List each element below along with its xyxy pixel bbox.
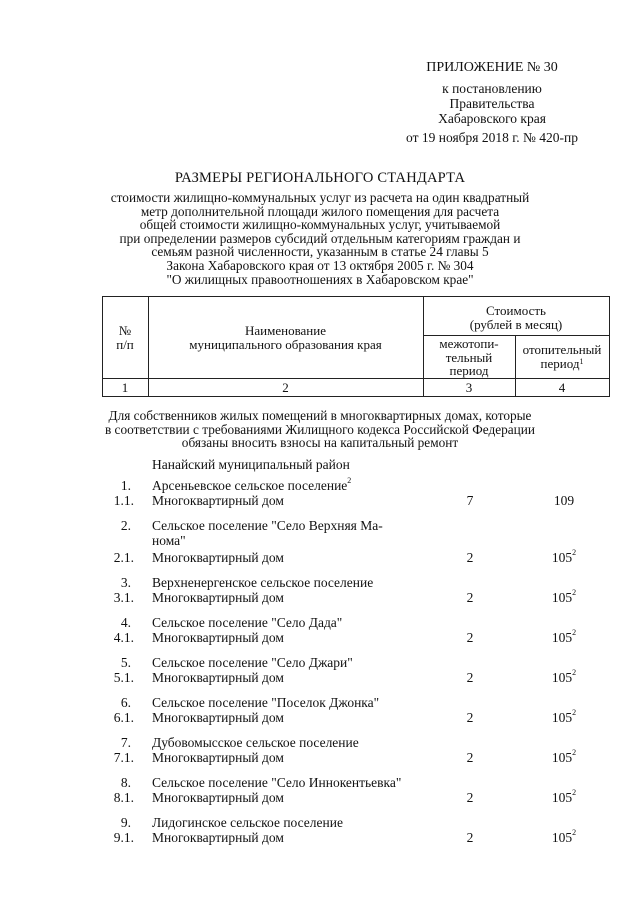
- row-number: 5.: [120, 655, 131, 670]
- value-heating-text: 105: [551, 630, 573, 645]
- appendix-date: от 19 ноября 2018 г. № 420-пр: [406, 130, 578, 145]
- row-name: [152, 775, 401, 791]
- value-interheating: 2: [466, 670, 474, 685]
- row-number: 8.: [120, 775, 131, 790]
- footnote-mark: 2: [572, 548, 577, 557]
- header-name-line: муниципального образования края: [189, 336, 382, 352]
- row-name: [152, 790, 284, 806]
- row-name-text: Арсеньевское сельское поселение: [152, 478, 348, 493]
- row-name-text: Дубовомысское сельское поселение: [152, 735, 359, 750]
- footnote-mark: 1: [579, 356, 584, 366]
- row-name: [152, 750, 284, 766]
- value-heating: [528, 790, 600, 806]
- footnote-mark: 2: [572, 628, 577, 637]
- section-note-line: в соответствии с требованиями Жилищного кодекса Российской Федерации: [104, 421, 536, 437]
- row-name-text: Многоквартирный дом: [152, 630, 284, 645]
- value-heating: [528, 630, 600, 646]
- footnote-mark: 2: [572, 668, 577, 677]
- value-interheating: 2: [466, 790, 474, 805]
- row-name-text: Сельское поселение "Село Дада": [152, 615, 343, 630]
- table-border-top: [102, 296, 610, 297]
- value-interheating: 7: [466, 493, 474, 508]
- row-number: 3.1.: [113, 590, 134, 605]
- value-heating: [528, 750, 600, 766]
- row-number: 3.: [120, 575, 131, 590]
- col-number: 4: [558, 380, 566, 395]
- document-subtitle: [0, 191, 640, 286]
- row-name: [152, 518, 383, 547]
- row-name: [152, 710, 284, 726]
- value-heating-text: 105: [551, 670, 573, 685]
- appendix-ref-line: Правительства: [449, 96, 535, 111]
- table-border-bottom: [102, 396, 610, 397]
- col-number: 3: [465, 380, 473, 395]
- section-note-line: обязаны вносить взносы на капитальный ремонт: [181, 435, 459, 451]
- header-name-line: Наименование: [245, 323, 326, 338]
- footnote-mark: 2: [572, 828, 577, 837]
- row-name-text: Лидогинское сельское поселение: [152, 815, 343, 830]
- row-number: 7.1.: [113, 750, 134, 765]
- header-mezh-line: межотопи-: [439, 336, 499, 351]
- row-name-text: Многоквартирный дом: [152, 790, 284, 805]
- row-name: [152, 590, 284, 606]
- footnote-mark: 2: [347, 476, 352, 485]
- row-number: 9.: [120, 815, 131, 830]
- value-heating: [528, 710, 600, 726]
- value-heating-text: 105: [551, 710, 573, 725]
- table-border-middle: [102, 378, 610, 379]
- row-number: 8.1.: [113, 790, 134, 805]
- district-title: Нанайский муниципальный район: [152, 457, 350, 472]
- value-interheating: 2: [466, 630, 474, 645]
- header-num-line: №: [118, 323, 132, 338]
- row-name-text: Сельское поселение "Село Верхняя Ма-: [152, 518, 383, 533]
- value-heating-text: 109: [553, 493, 575, 508]
- col-number: 1: [121, 380, 129, 395]
- appendix-number: ПРИЛОЖЕНИЕ № 30: [426, 60, 558, 75]
- row-name-text: Сельское поселение "Село Джари": [152, 655, 353, 670]
- subtitle-line: Закона Хабаровского края от 13 октября 2005 г. № 304: [166, 257, 474, 273]
- value-interheating: 2: [466, 750, 474, 765]
- header-num-line: п/п: [116, 336, 134, 352]
- subtitle-line: метр дополнительной площади жилого помещения для расчета: [140, 203, 500, 219]
- value-heating: [528, 550, 600, 566]
- header-mezh-line: тельный: [445, 349, 493, 365]
- row-number: 1.: [120, 478, 131, 493]
- header-otop-text: период: [540, 355, 580, 371]
- row-name: [152, 735, 359, 751]
- value-interheating: 2: [466, 590, 474, 605]
- document-title: РАЗМЕРЫ РЕГИОНАЛЬНОГО СТАНДАРТА: [174, 170, 466, 186]
- footnote-mark: 2: [572, 588, 577, 597]
- row-name: [152, 655, 353, 671]
- section-note: [0, 409, 640, 450]
- col-number: 2: [282, 380, 289, 395]
- row-name-continuation: нома": [152, 533, 186, 548]
- row-name-text: Многоквартирный дом: [152, 710, 284, 725]
- row-name: [152, 670, 284, 686]
- row-name-text: Сельское поселение "Село Иннокентьевка": [152, 775, 402, 790]
- row-number: 5.1.: [113, 670, 134, 685]
- row-name: [152, 575, 373, 591]
- row-number: 6.1.: [113, 710, 134, 725]
- row-name: [152, 695, 379, 711]
- row-name: [152, 493, 284, 509]
- row-name-text: Многоквартирный дом: [152, 830, 284, 845]
- header-num: [102, 324, 148, 351]
- subtitle-line: "О жилищных правоотношениях в Хабаровском крае": [166, 271, 474, 287]
- value-heating: [528, 830, 600, 846]
- subtitle-line: при определении размеров субсидий отдельным категориям граждан и: [119, 230, 521, 246]
- row-name-text: Многоквартирный дом: [152, 550, 284, 565]
- row-number: 2.: [120, 518, 131, 533]
- header-otop-line: [515, 357, 609, 371]
- value-heating-text: 105: [551, 830, 573, 845]
- row-name-text: Верхненергенское сельское поселение: [152, 575, 374, 590]
- footnote-mark: 2: [572, 708, 577, 717]
- row-name-text: Сельское поселение "Поселок Джонка": [152, 695, 380, 710]
- value-heating: [528, 590, 600, 606]
- subtitle-line: семьям разной численности, указанным в статье 24 главы 5: [151, 244, 489, 260]
- value-heating: [528, 493, 600, 509]
- row-name: [152, 478, 351, 494]
- row-name-text: Многоквартирный дом: [152, 670, 284, 685]
- subtitle-line: стоимости жилищно-коммунальных услуг из расчета на один квадратный: [110, 190, 530, 205]
- appendix-ref-line: к постановлению: [442, 81, 542, 96]
- row-name: [152, 815, 343, 831]
- row-number: 1.1.: [113, 493, 134, 508]
- appendix-header: [406, 60, 578, 145]
- row-number: 2.1.: [113, 550, 134, 565]
- header-cost-line: (рублей в месяц): [469, 316, 563, 332]
- header-otop-line: отопительный: [522, 342, 602, 357]
- header-name: [148, 324, 423, 351]
- table-border-right: [609, 296, 610, 397]
- row-name-text: Многоквартирный дом: [152, 493, 284, 508]
- row-number: 9.1.: [113, 830, 134, 845]
- row-number: 4.: [120, 615, 131, 630]
- row-name: [152, 615, 342, 631]
- footnote-mark: 2: [572, 788, 577, 797]
- row-name: [152, 830, 284, 846]
- row-number: 6.: [120, 695, 131, 710]
- row-number: 7.: [120, 735, 131, 750]
- row-name: [152, 630, 284, 646]
- subtitle-line: общей стоимости жилищно-коммунальных услуг, учитываемой: [139, 217, 501, 233]
- appendix-ref-line: Хабаровского края: [438, 111, 546, 126]
- header-otop: [515, 343, 609, 370]
- value-interheating: 2: [466, 710, 474, 725]
- row-name-text: Многоквартирный дом: [152, 590, 284, 605]
- value-heating-text: 105: [551, 550, 573, 565]
- footnote-mark: 2: [572, 748, 577, 757]
- value-interheating: 2: [466, 550, 474, 565]
- row-name: [152, 550, 284, 566]
- row-number: 4.1.: [113, 630, 134, 645]
- header-cost-line: Стоимость: [486, 303, 546, 318]
- header-mezh: [423, 337, 515, 378]
- value-heating: [528, 670, 600, 686]
- value-heating-text: 105: [551, 790, 573, 805]
- value-interheating: 2: [466, 830, 474, 845]
- row-name-text: Многоквартирный дом: [152, 750, 284, 765]
- header-mezh-line: период: [449, 363, 489, 378]
- value-heating-text: 105: [551, 750, 573, 765]
- header-cost: [423, 304, 609, 331]
- section-note-line: Для собственников жилых помещений в многоквартирных домах, которые: [108, 408, 532, 423]
- value-heating-text: 105: [551, 590, 573, 605]
